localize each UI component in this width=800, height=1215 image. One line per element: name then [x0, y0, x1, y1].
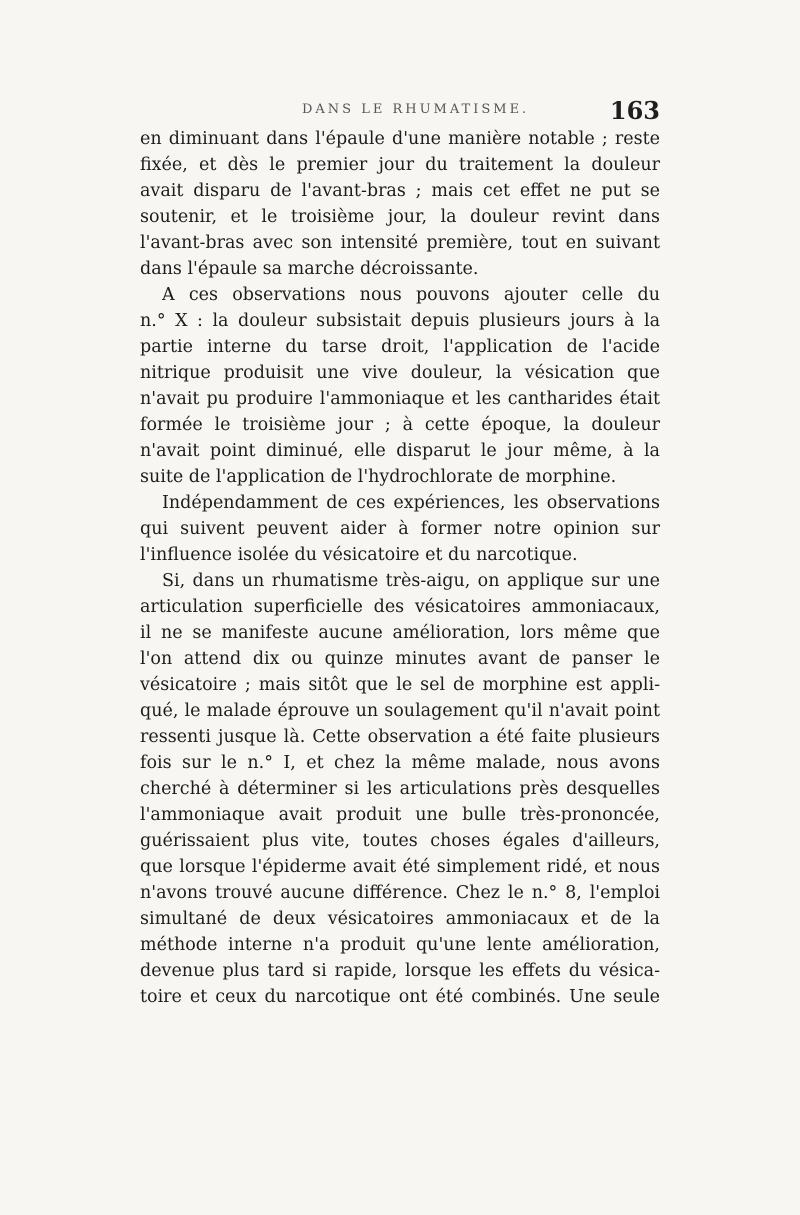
text-line: cherché à déterminer si les articulations près desquelles: [140, 779, 660, 799]
text-line: avait disparu de l'avant-bras ; mais cet effet ne put se: [140, 181, 660, 201]
text-line: en diminuant dans l'épaule d'une manière notable ; reste: [140, 129, 660, 149]
running-title: DANS LE RHUMATISME.: [302, 102, 530, 117]
text-line: que lorsque l'épiderme avait été simplement ridé, et nous: [140, 857, 660, 877]
text-line: toire et ceux du narcotique ont été combinés. Une seule: [140, 987, 660, 1007]
text-line: fixée, et dès le premier jour du traitement la douleur: [140, 155, 660, 175]
running-head: [140, 96, 660, 126]
text-line: il ne se manifeste aucune amélioration, lors même que: [140, 623, 660, 643]
text-line: l'influence isolée du vésicatoire et du narcotique.: [140, 545, 578, 565]
text-line: guérissaient plus vite, toutes choses égales d'ailleurs,: [140, 831, 660, 851]
text-line: fois sur le n.° I, et chez la même malade, nous avons: [140, 753, 660, 773]
text-line: n'avons trouvé aucune différence. Chez le n.° 8, l'emploi: [140, 883, 660, 903]
text-line: suite de l'application de l'hydrochlorate de morphine.: [140, 467, 617, 487]
text-line: nitrique produisit une vive douleur, la vésication que: [140, 363, 660, 383]
body-text: [140, 126, 660, 1010]
paragraph-first-line: A ces observations nous pouvons ajouter celle du: [162, 285, 660, 305]
text-line: formée le troisième jour ; à cette époque, la douleur: [140, 415, 660, 435]
text-line: dans l'épaule sa marche décroissante.: [140, 259, 479, 279]
text-line: l'on attend dix ou quinze minutes avant de panser le: [140, 649, 660, 669]
text-line: n.° X : la douleur subsistait depuis plusieurs jours à la: [140, 311, 660, 331]
text-line: l'ammoniaque avait produit une bulle très-prononcée,: [140, 805, 660, 825]
text-line: qué, le malade éprouve un soulagement qu'il n'avait point: [140, 701, 660, 721]
text-line: articulation superficielle des vésicatoires ammoniacaux,: [140, 597, 660, 617]
text-line: n'avait pu produire l'ammoniaque et les cantharides était: [140, 389, 660, 409]
text-line: partie interne du tarse droit, l'application de l'acide: [140, 337, 660, 357]
text-line: soutenir, et le troisième jour, la douleur revint dans: [140, 207, 660, 227]
page-number: 163: [609, 96, 660, 125]
text-line: vésicatoire ; mais sitôt que le sel de morphine est appli-: [140, 675, 660, 695]
paragraph-first-line: Si, dans un rhumatisme très-aigu, on applique sur une: [162, 571, 660, 591]
paragraph-first-line: Indépendamment de ces expériences, les observations: [162, 493, 660, 513]
text-line: ressenti jusque là. Cette observation a été faite plusieurs: [140, 727, 660, 747]
text-line: devenue plus tard si rapide, lorsque les effets du vésica-: [140, 961, 660, 981]
text-line: l'avant-bras avec son intensité première, tout en suivant: [140, 233, 660, 253]
text-line: n'avait point diminué, elle disparut le jour même, à la: [140, 441, 660, 461]
text-line: qui suivent peuvent aider à former notre opinion sur: [140, 519, 660, 539]
text-line: simultané de deux vésicatoires ammoniacaux et de la: [140, 909, 660, 929]
text-line: méthode interne n'a produit qu'une lente amélioration,: [140, 935, 660, 955]
